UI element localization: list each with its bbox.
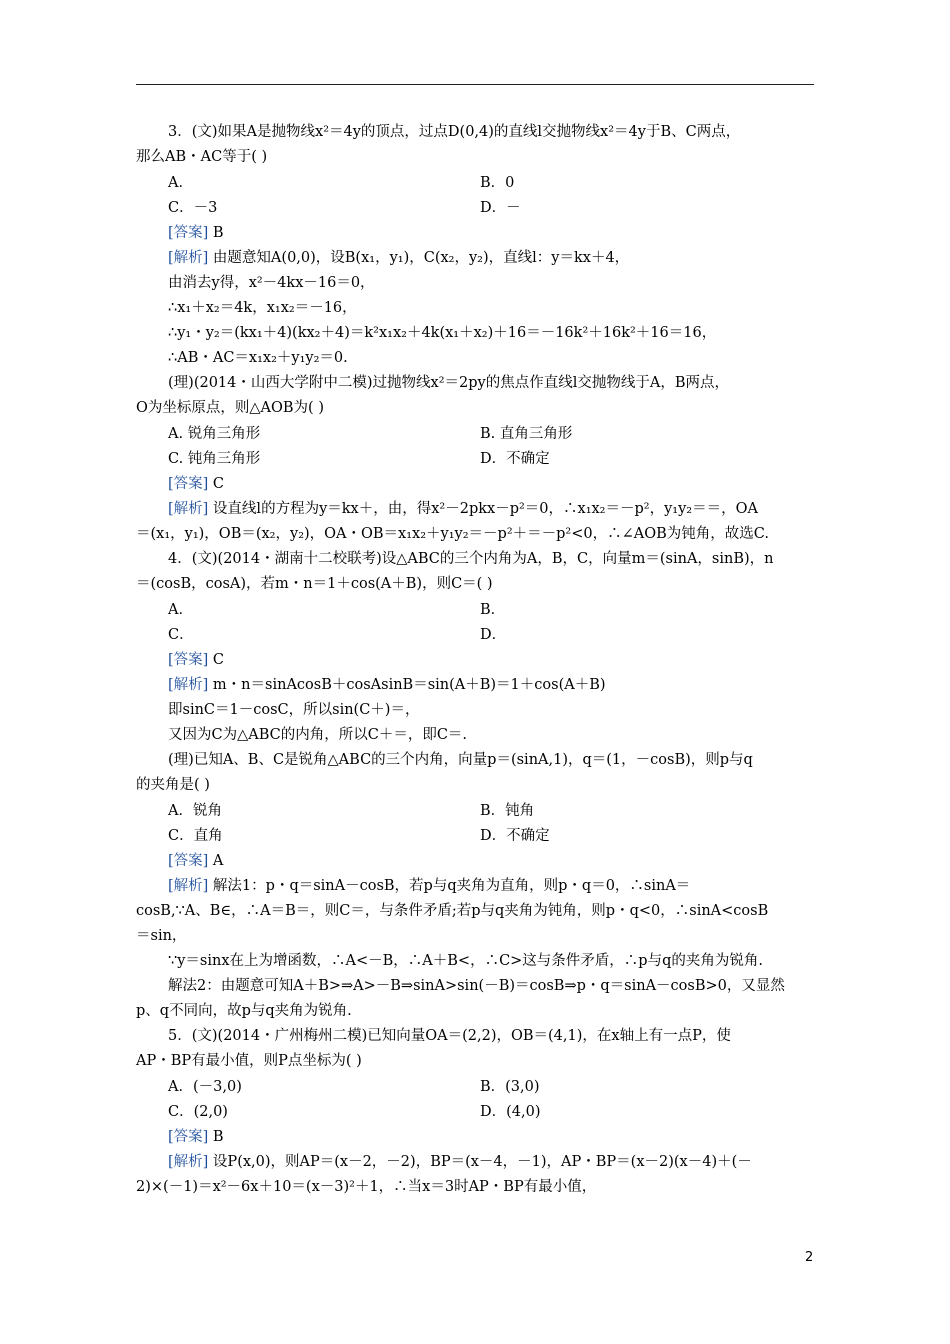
text-line: [168, 1152, 752, 1172]
line-text: 那么AB・AC等于( ): [136, 149, 268, 165]
answer-tag: [解析]: [168, 501, 209, 517]
header-rule: [136, 84, 814, 85]
text-line: [136, 147, 267, 167]
text-line: [168, 323, 716, 343]
text-line: [168, 122, 740, 142]
answer-tag: [解析]: [168, 878, 209, 894]
line-text: 解法1：p・q＝sinA－cosB，若p与q夹角为直角，则p・q＝0，∴sinA＝: [208, 878, 691, 894]
text-line: [168, 198, 217, 218]
line-text: 4．(文)(2014・湖南十二校联考)设△ABC的三个内角为A，B，C，向量m＝(sinA，sinB)，n: [168, 551, 774, 567]
answer-tag: [解析]: [168, 250, 209, 266]
text-line: [136, 775, 210, 795]
line-text: A．(－3,0): [168, 1079, 242, 1095]
text-line: [136, 1177, 596, 1197]
text-line: [136, 1051, 362, 1071]
text-line: [136, 1001, 352, 1021]
text-line: [480, 173, 514, 193]
answer-tag: [答案]: [168, 652, 209, 668]
line-text: 2)×(－1)＝x²－6x＋10＝(x－3)²＋1，∴当x＝3时AP・BP有最小值，: [136, 1179, 597, 1195]
answer-tag: [答案]: [168, 853, 209, 869]
text-line: [168, 223, 224, 243]
line-text: C. 钝角三角形: [168, 451, 261, 467]
line-text: C．: [168, 627, 194, 643]
text-line: [136, 926, 186, 946]
line-text: 3．(文)如果A是抛物线x²＝4y的顶点，过点D(0,4)的直线l交抛物线x²＝4y于B、C两点，: [168, 124, 741, 140]
text-line: [168, 1026, 731, 1046]
line-text: ∵y＝sinx在上为增函数，∴A<－B，∴A＋B<，∴C>这与条件矛盾，∴p与q的夹角为锐角.: [168, 953, 763, 969]
text-line: [480, 1102, 541, 1122]
line-text: (理)(2014・山西大学附中二模)过抛物线x²＝2py的焦点作直线l交抛物线于A，B两点，: [168, 375, 729, 391]
line-text: p、q不同向，故p与q夹角为锐角.: [136, 1003, 352, 1019]
text-line: [168, 449, 260, 469]
text-line: [480, 198, 521, 218]
answer-tag: [解析]: [168, 1154, 209, 1170]
text-line: [168, 348, 348, 368]
text-line: [480, 826, 550, 846]
line-text: A．: [168, 602, 193, 618]
line-text: 即sinC＝1－cosC，所以sin(C＋)＝，: [168, 702, 420, 718]
line-text: AP・BP有最小值，则P点坐标为( ): [136, 1053, 362, 1069]
line-text: B. 直角三角形: [480, 426, 573, 442]
text-line: [168, 750, 753, 770]
line-text: O为坐标原点，则△AOB为( ): [136, 400, 324, 416]
text-line: [168, 725, 467, 745]
text-line: [168, 976, 785, 996]
line-text: D．不确定: [480, 451, 550, 467]
line-text: 5．(文)(2014・广州梅州二模)已知向量OA＝(2,2)，OB＝(4,1)，在x轴上有一点P，使: [168, 1028, 731, 1044]
line-text: C．(2,0): [168, 1104, 228, 1120]
line-text: C．－3: [168, 200, 218, 216]
text-line: [480, 600, 505, 620]
text-line: [168, 1102, 228, 1122]
line-text: 由题意知A(0,0)，设B(x₁，y₁)，C(x₂，y₂)，直线l：y＝kx＋4，: [208, 250, 630, 266]
text-line: [168, 424, 260, 444]
line-text: B: [208, 225, 224, 241]
line-text: 的夹角是( ): [136, 777, 210, 793]
line-text: 设P(x,0)，则AP＝(x－2，－2)，BP＝(x－4，－1)，AP・BP＝(x－2)(x－4)＋(－: [208, 1154, 752, 1170]
line-text: B．(3,0): [480, 1079, 540, 1095]
text-line: [136, 574, 493, 594]
line-text: A．: [168, 175, 193, 191]
text-line: [168, 373, 729, 393]
line-text: (理)已知A、B、C是锐角△ABC的三个内角，向量p＝(sinA,1)，q＝(1，－cosB)，则p与q: [168, 752, 753, 768]
text-line: [168, 474, 224, 494]
text-line: [480, 801, 534, 821]
text-line: [168, 801, 222, 821]
text-line: [168, 248, 629, 268]
line-text: ＝(x₁，y₁)，OB＝(x₂，y₂)，OA・OB＝x₁x₂＋y₁y₂＝－p²＋＝－p²<0，∴∠AOB为钝角，故选C.: [136, 526, 769, 542]
line-text: ∴x₁＋x₂＝4k，x₁x₂＝－16，: [168, 300, 357, 316]
text-line: [168, 298, 357, 318]
text-line: [136, 398, 324, 418]
line-text: ∴AB・AC＝x₁x₂＋y₁y₂＝0.: [168, 350, 348, 366]
answer-tag: [答案]: [168, 225, 209, 241]
line-text: C: [208, 476, 225, 492]
text-line: [136, 901, 768, 921]
line-text: B．: [480, 602, 506, 618]
line-text: ∴y₁・y₂＝(kx₁＋4)(kx₂＋4)＝k²x₁x₂＋4k(x₁＋x₂)＋16＝－16k²＋16k²＋16＝16，: [168, 325, 717, 341]
text-line: [480, 625, 506, 645]
line-text: A: [208, 853, 224, 869]
text-line: [480, 1077, 540, 1097]
line-text: D．: [480, 627, 507, 643]
text-line: [168, 851, 223, 871]
text-line: [168, 549, 773, 569]
text-line: [168, 1127, 224, 1147]
line-text: B．0: [480, 175, 515, 191]
line-text: m・n＝sinAcosB＋cosAsinB＝sin(A＋B)＝1＋cos(A＋B): [208, 677, 606, 693]
line-text: A. 锐角三角形: [168, 426, 261, 442]
line-text: D．不确定: [480, 828, 550, 844]
line-text: 又因为C为△ABC的内角，所以C＋＝，即C＝.: [168, 727, 468, 743]
line-text: C: [208, 652, 225, 668]
text-line: [168, 951, 763, 971]
line-text: cosB,∵A、B∈，∴A＝B＝，则C＝，与条件矛盾;若p与q夹角为钝角，则p・q<0，∴sinA<cosB: [136, 903, 769, 919]
answer-tag: [答案]: [168, 1129, 209, 1145]
line-text: D．－: [480, 200, 521, 216]
line-text: ＝(cosB，cosA)，若m・n＝1＋cos(A＋B)，则C＝( ): [136, 576, 493, 592]
line-text: ＝sin，: [136, 928, 187, 944]
text-line: [136, 524, 769, 544]
text-line: [168, 650, 224, 670]
text-line: [168, 499, 758, 519]
page-number: 2: [805, 1250, 814, 1265]
text-line: [168, 173, 193, 193]
text-line: [168, 1077, 242, 1097]
line-text: 设直线l的方程为y＝kx＋，由，得x²－2pkx－p²＝0，∴x₁x₂＝－p²，y₁y₂＝＝，OA: [208, 501, 758, 517]
text-line: [168, 700, 419, 720]
text-line: [168, 600, 193, 620]
line-text: B: [208, 1129, 224, 1145]
text-line: [168, 273, 375, 293]
line-text: B．钝角: [480, 803, 535, 819]
text-line: [480, 449, 550, 469]
text-line: [168, 876, 690, 896]
text-line: [168, 625, 194, 645]
text-line: [480, 424, 572, 444]
line-text: C．直角: [168, 828, 223, 844]
answer-tag: [解析]: [168, 677, 209, 693]
line-text: A．锐角: [168, 803, 222, 819]
answer-tag: [答案]: [168, 476, 209, 492]
line-text: 解法2：由题意可知A＋B>⇒A>－B⇒sinA>sin(－B)＝cosB⇒p・q＝sinA－cosB>0，又显然: [168, 978, 785, 994]
text-line: [168, 826, 223, 846]
line-text: 由消去y得，x²－4kx－16＝0，: [168, 275, 375, 291]
text-line: [168, 675, 606, 695]
line-text: D．(4,0): [480, 1104, 541, 1120]
